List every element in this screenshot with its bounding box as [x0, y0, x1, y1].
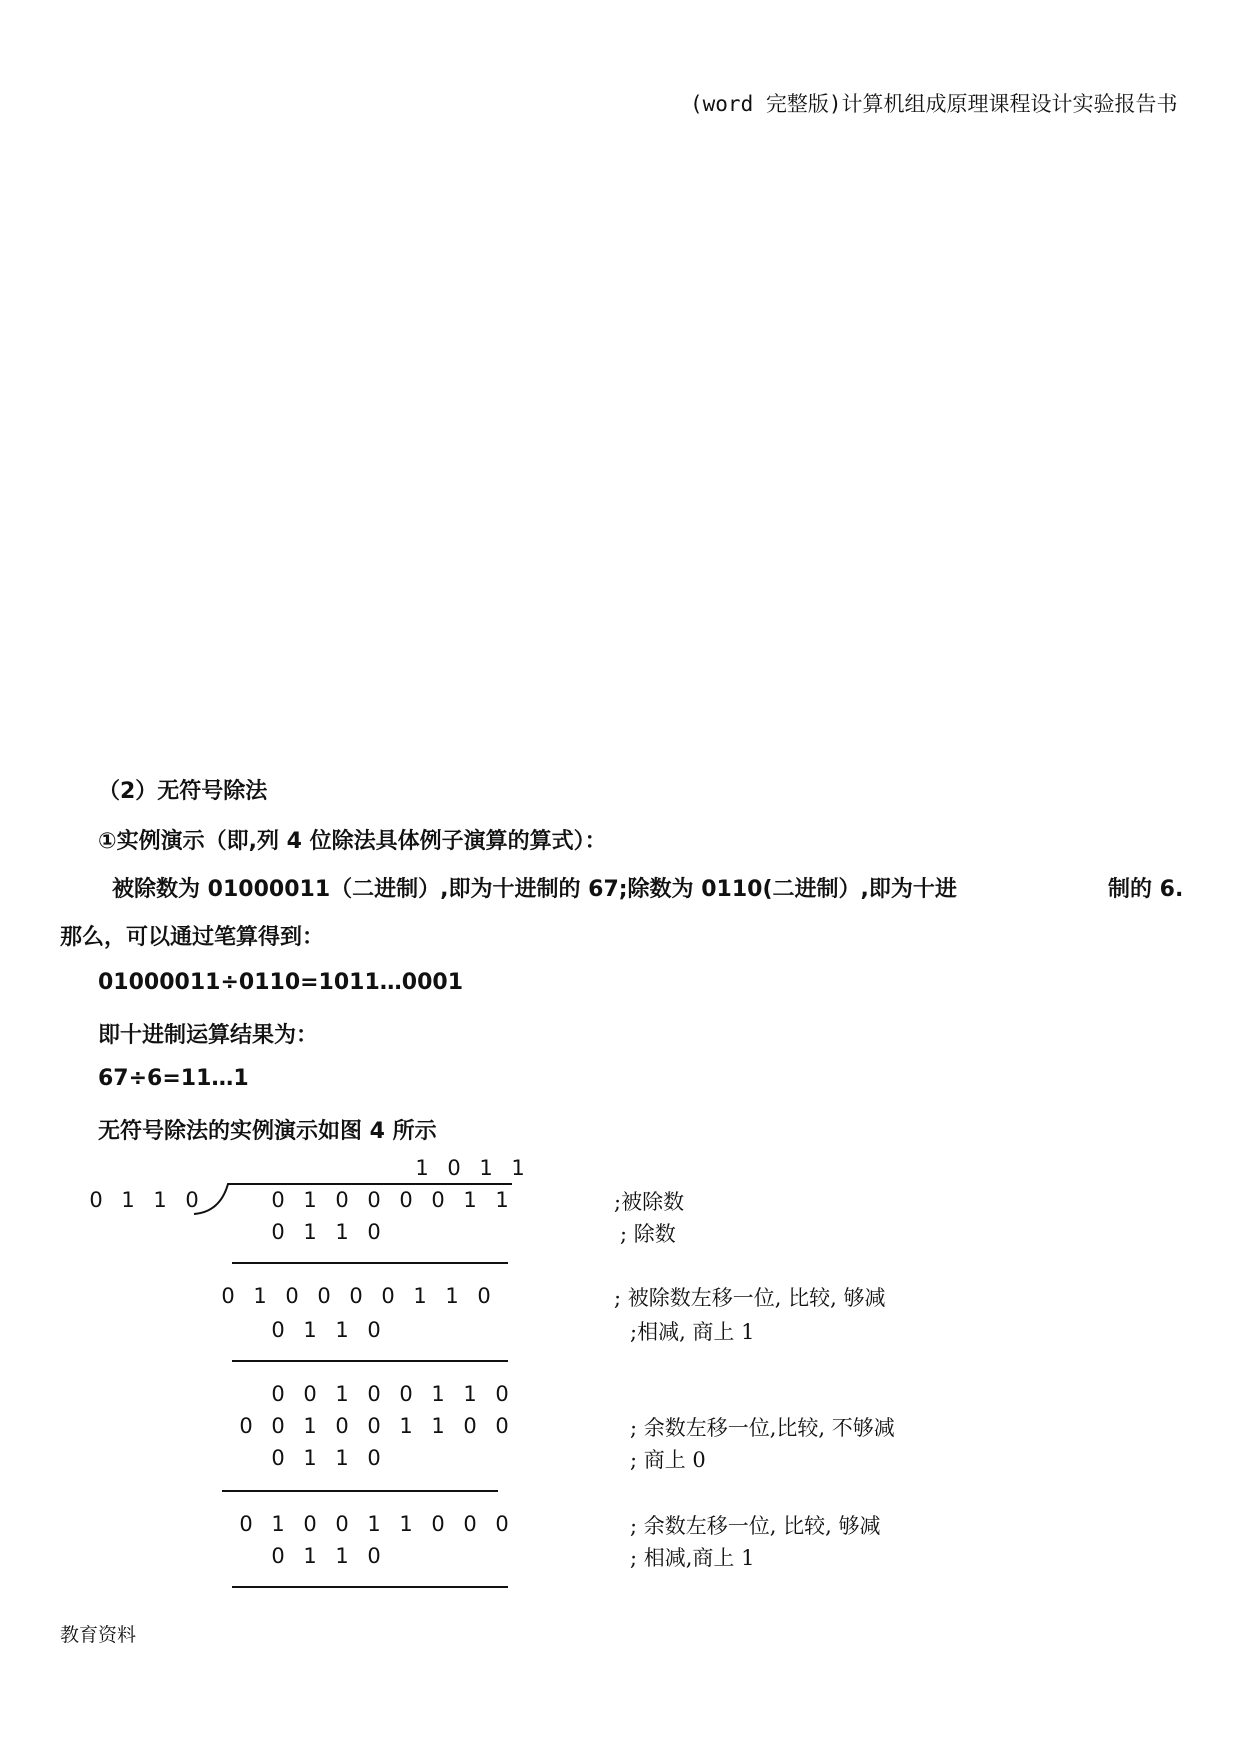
subtraction-line-2 [232, 1360, 508, 1362]
digit: 0 [495, 1382, 509, 1406]
digit: 1 [153, 1188, 167, 1212]
digit: 1 [335, 1220, 349, 1244]
decimal-equation: 67÷6=11…1 [98, 1066, 249, 1091]
digit: 0 [285, 1284, 299, 1308]
digit: 0 [367, 1446, 381, 1470]
digit: 0 [239, 1512, 253, 1536]
digit: 0 [335, 1512, 349, 1536]
digit: 0 [463, 1512, 477, 1536]
digit: 0 [271, 1188, 285, 1212]
example-paragraph-line1: 被除数为 01000011（二进制）,即为十进制的 67;除数为 0110(二进制）,即为十进 [112, 877, 957, 902]
digit: 0 [367, 1220, 381, 1244]
example-paragraph-line1-tail: 制的 6. [1108, 877, 1184, 902]
digit: 0 [335, 1414, 349, 1438]
digit: 0 [431, 1512, 445, 1536]
digit: 0 [367, 1382, 381, 1406]
digit: 0 [221, 1284, 235, 1308]
digit: 0 [335, 1188, 349, 1212]
digit: 1 [399, 1414, 413, 1438]
digit: 0 [89, 1188, 103, 1212]
comment-quotient-0: ; 商上 0 [630, 1448, 706, 1472]
digit: 0 [477, 1284, 491, 1308]
digit: 1 [303, 1318, 317, 1342]
digit: 1 [303, 1446, 317, 1470]
digit: 1 [399, 1512, 413, 1536]
digit: 0 [431, 1188, 445, 1212]
digit: 1 [445, 1284, 459, 1308]
digit: 0 [495, 1512, 509, 1536]
section-heading: （2）无符号除法 [98, 779, 268, 804]
comment-shift-2: ; 余数左移一位,比较, 不够减 [630, 1416, 895, 1440]
digit: 1 [479, 1156, 493, 1180]
digit: 1 [271, 1512, 285, 1536]
digit: 0 [303, 1382, 317, 1406]
digit: 0 [271, 1220, 285, 1244]
digit: 0 [239, 1414, 253, 1438]
digit: 0 [271, 1544, 285, 1568]
subtraction-line-1 [232, 1262, 508, 1264]
example-subheading: ①实例演示（即,列 4 位除法具体例子演算的算式）： [98, 829, 607, 854]
digit: 0 [367, 1544, 381, 1568]
digit: 1 [253, 1284, 267, 1308]
digit: 1 [335, 1318, 349, 1342]
figure-caption: 无符号除法的实例演示如图 4 所示 [98, 1119, 437, 1144]
digit: 1 [495, 1188, 509, 1212]
digit: 0 [399, 1188, 413, 1212]
digit: 0 [399, 1382, 413, 1406]
digit: 1 [335, 1446, 349, 1470]
digit: 0 [367, 1188, 381, 1212]
binary-equation: 01000011÷0110=1011…0001 [98, 970, 464, 995]
division-bracket [190, 1170, 530, 1220]
comment-subtract-1: ;相减, 商上 1 [630, 1320, 755, 1344]
digit: 0 [349, 1284, 363, 1308]
digit: 0 [381, 1284, 395, 1308]
digit: 1 [303, 1220, 317, 1244]
digit: 1 [431, 1414, 445, 1438]
digit: 1 [463, 1188, 477, 1212]
digit: 0 [463, 1414, 477, 1438]
digit: 0 [367, 1414, 381, 1438]
digit: 1 [431, 1382, 445, 1406]
digit: 1 [121, 1188, 135, 1212]
digit: 1 [367, 1512, 381, 1536]
digit: 0 [271, 1414, 285, 1438]
example-paragraph-line2: 那么，可以通过笔算得到： [60, 925, 325, 950]
page-header-title: (word 完整版)计算机组成原理课程设计实验报告书 [690, 92, 1178, 116]
comment-dividend: ;被除数 [614, 1190, 685, 1214]
digit: 0 [271, 1446, 285, 1470]
digit: 0 [367, 1318, 381, 1342]
subtraction-line-4 [232, 1586, 508, 1588]
digit: 0 [317, 1284, 331, 1308]
digit: 0 [303, 1512, 317, 1536]
digit: 1 [511, 1156, 525, 1180]
comment-divisor: ; 除数 [620, 1222, 676, 1246]
comment-subtract-2: ; 相减,商上 1 [630, 1546, 755, 1570]
digit: 1 [303, 1414, 317, 1438]
comment-shift-1: ; 被除数左移一位, 比较, 够减 [614, 1286, 886, 1310]
digit: 1 [303, 1544, 317, 1568]
digit: 1 [415, 1156, 429, 1180]
decimal-result-label: 即十进制运算结果为： [98, 1023, 319, 1048]
digit: 1 [335, 1382, 349, 1406]
digit: 0 [271, 1382, 285, 1406]
digit: 1 [303, 1188, 317, 1212]
digit: 0 [495, 1414, 509, 1438]
comment-shift-3: ; 余数左移一位, 比较, 够减 [630, 1514, 881, 1538]
digit: 0 [185, 1188, 199, 1212]
digit: 1 [463, 1382, 477, 1406]
footer-label: 教育资料 [60, 1624, 137, 1646]
digit: 1 [335, 1544, 349, 1568]
subtraction-line-3 [222, 1490, 498, 1492]
digit: 0 [271, 1318, 285, 1342]
digit: 1 [413, 1284, 427, 1308]
digit: 0 [447, 1156, 461, 1180]
